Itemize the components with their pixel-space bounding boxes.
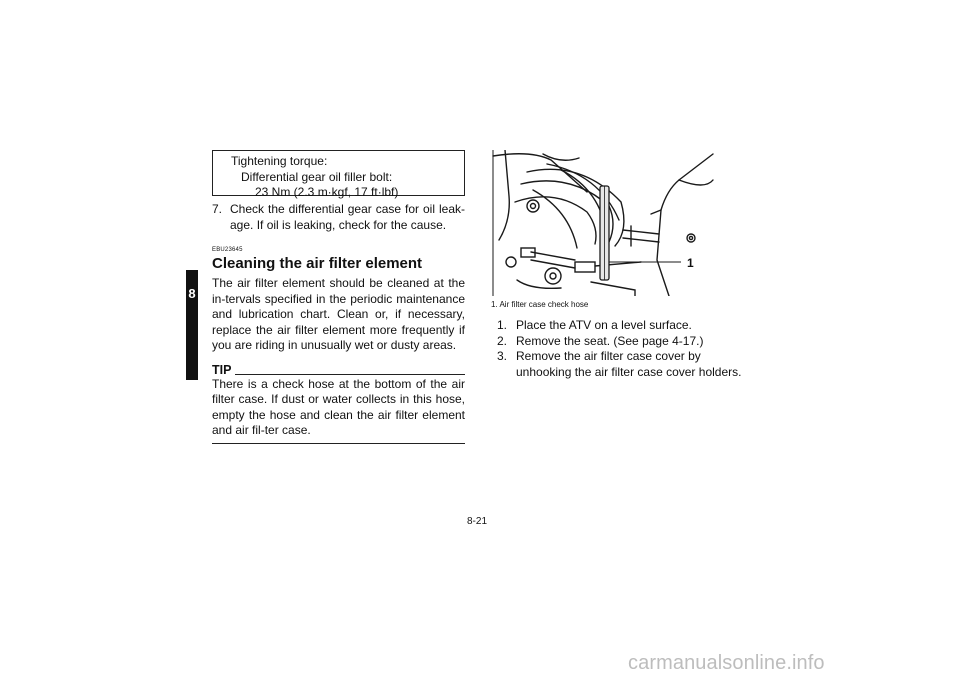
left-column: [212, 150, 465, 444]
page-number: 8-21: [467, 516, 488, 527]
step-text: Place the ATV on a level surface.: [516, 318, 692, 332]
tip-header: [212, 363, 465, 377]
section-body: The air filter element should be cleaned at the in-tervals specified in the periodic maintenance and lubrication chart. Clean or, if necessary, replace the air filter element more frequently if you are riding in unusually wet or dusty areas.: [212, 276, 465, 352]
step-3: [497, 349, 747, 380]
right-column: [497, 318, 747, 380]
step-number: 2.: [497, 333, 508, 348]
torque-title: Tightening torque:: [231, 154, 328, 168]
torque-spec-box: [212, 150, 465, 199]
step-text: Remove the air filter case cover by unhooking the air filter case cover holders.: [516, 349, 742, 379]
chapter-tab: [186, 270, 198, 380]
watermark: carmanualsonline.info: [628, 652, 825, 674]
step-number: 1.: [497, 318, 508, 332]
tip-label: TIP: [212, 362, 232, 377]
figure-callout: 1: [687, 256, 694, 270]
torque-item: Differential gear oil filler bolt:: [241, 169, 393, 184]
figure-caption: 1. Air filter case check hose: [491, 300, 589, 309]
tip-text: There is a check hose at the bottom of the air filter case. If dust or water collects in this hose, empty the hose and clean the air filter element and air fil-ter case.: [212, 376, 465, 437]
step-number: 7.: [212, 202, 223, 216]
step-1: [497, 318, 747, 334]
step-2: [497, 334, 747, 350]
step-text: Remove the seat. (See page 4-17.): [516, 333, 704, 348]
step-text: Check the differential gear case for oil leak-age. If oil is leaking, check for the cause.: [230, 202, 465, 232]
torque-value: 23 Nm (2.3 m·kgf, 17 ft·lbf): [255, 185, 399, 199]
air-filter-illustration: [491, 150, 716, 296]
section-heading: Cleaning the air filter element: [212, 255, 423, 272]
section-code: EBU23645: [212, 247, 243, 253]
step-7: [212, 202, 465, 233]
tip-rule: [235, 374, 465, 375]
step-number: 3.: [497, 349, 508, 363]
tip-end-rule: [212, 443, 465, 444]
chapter-number: 8: [188, 286, 196, 301]
air-filter-figure: [491, 150, 716, 296]
